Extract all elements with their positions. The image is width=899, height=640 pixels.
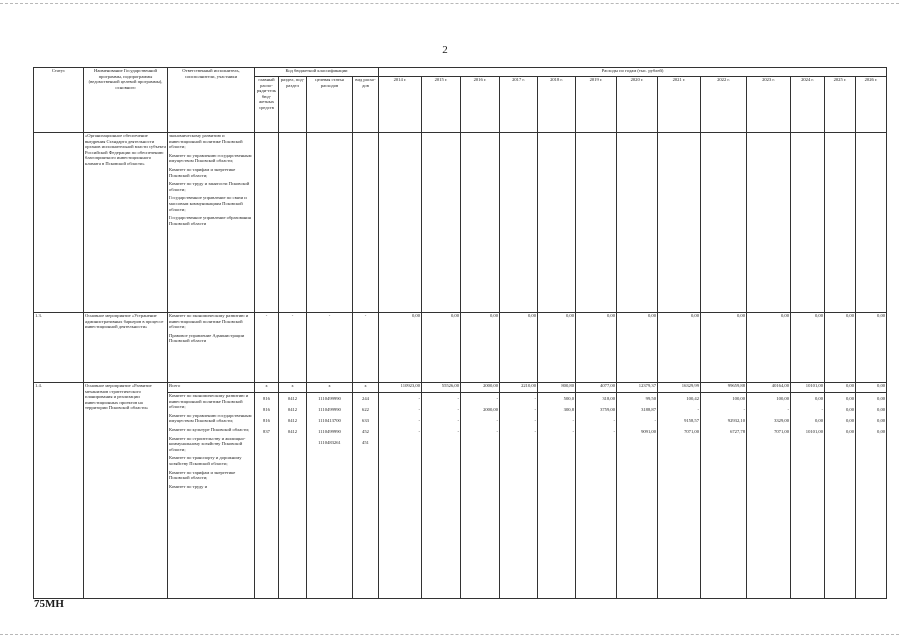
row14-total-value: 110923,00 xyxy=(379,383,422,393)
executor-item: Комитет по труду и занятости Псковской области; xyxy=(169,181,250,192)
executor-item: Государственное управление по связи и массовым коммуникациям Псковской области; xyxy=(169,195,247,212)
target-value: 1110499990 xyxy=(318,407,341,412)
year-value: 0,00 xyxy=(877,418,886,423)
header-year: 2017 г. xyxy=(500,77,538,133)
header-year: 2026 г. xyxy=(856,77,887,133)
year-value: - xyxy=(496,429,498,434)
row14-total-code: x xyxy=(307,383,353,393)
year-value: 0,00 xyxy=(877,396,886,401)
header-year: 2018 г. xyxy=(538,77,576,133)
razdel-value: 0412 xyxy=(287,429,298,434)
year-value: - xyxy=(743,407,745,412)
year-value: 2000,00 xyxy=(483,407,498,412)
header-year: 2021 г. xyxy=(658,77,701,133)
year-value: - xyxy=(457,418,459,423)
continued-status xyxy=(34,133,84,313)
year-value: 0,00 xyxy=(845,418,854,423)
row14-year-2014 xyxy=(379,393,422,599)
row14-year-2017 xyxy=(500,393,538,599)
row13-value: 0,00 xyxy=(422,313,461,383)
row14-year-2019 xyxy=(576,393,617,599)
header-year: 2023 г. xyxy=(747,77,791,133)
header-year: 2025 г. xyxy=(825,77,856,133)
executor-item: Комитет по управлению государственным имуществом Псковской области; xyxy=(169,152,252,164)
year-value: - xyxy=(534,429,536,434)
year-value: - xyxy=(821,407,823,412)
scan-edge-bottom xyxy=(0,634,899,635)
header-year: 2024 г. xyxy=(791,77,825,133)
year-value: 3759,00 xyxy=(600,407,615,412)
executor-item: Комитет по культуре Псковской области; xyxy=(169,426,250,432)
year-value: 7071,00 xyxy=(774,429,789,434)
year-value: 3329,00 xyxy=(774,418,789,423)
header-year: 2015 г. xyxy=(422,77,461,133)
row14-total-value: 0,00 xyxy=(856,383,887,393)
executor-item: Комитет по строительству и жилищно-коммунальному хозяйству Псковской области; xyxy=(169,435,246,452)
year-value: - xyxy=(457,407,459,412)
target-value: 1110499990 xyxy=(318,429,341,434)
row14-total-code: x xyxy=(255,383,279,393)
row13-code: - xyxy=(307,313,353,383)
row-1-4-total xyxy=(34,383,887,393)
row14-year-2015 xyxy=(422,393,461,599)
row14-year-2023 xyxy=(747,393,791,599)
row14-year-2021 xyxy=(658,393,701,599)
year-value: 9158,57 xyxy=(684,418,699,423)
year-value: 10101,00 xyxy=(805,429,823,434)
grbs-value: 837 xyxy=(263,429,270,434)
executor-item: Комитет по тарифам и энергетике Псковской области; xyxy=(169,166,236,178)
row13-value: 0,00 xyxy=(791,313,825,383)
row14-year-2024 xyxy=(791,393,825,599)
grbs-value: 816 xyxy=(263,418,270,423)
year-value: 0,00 xyxy=(877,407,886,412)
header-year: 2019 г. xyxy=(576,77,617,133)
row14-year-2020 xyxy=(617,393,658,599)
continued-executors xyxy=(168,133,255,313)
scan-edge-top xyxy=(0,3,899,4)
header-expenses: Расходы по годам (тыс. рублей) xyxy=(379,68,887,77)
header-year: 2022 г. xyxy=(701,77,747,133)
row13-name: Основное мероприятие «Устранение административных барьеров в процессе инвестиционной деятельности» xyxy=(84,313,168,383)
header-budget-code: Код бюджетной классификации xyxy=(255,68,379,77)
row14-total-value: 55526,00 xyxy=(422,383,461,393)
year-value: 3188,87 xyxy=(641,407,656,412)
row14-year-2022 xyxy=(701,393,747,599)
target-value: 1110499990 xyxy=(318,396,341,401)
row14-target xyxy=(307,393,353,599)
row13-value: 0,00 xyxy=(538,313,576,383)
year-value: - xyxy=(697,407,699,412)
grbs-value: 816 xyxy=(263,407,270,412)
year-value: 100,00 xyxy=(776,396,789,401)
row14-razdel xyxy=(279,393,307,599)
row13-code: - xyxy=(255,313,279,383)
row13-code: - xyxy=(279,313,307,383)
year-value: 92932,10 xyxy=(727,418,745,423)
row14-year-2026 xyxy=(856,393,887,599)
razdel-value: 0412 xyxy=(287,407,298,412)
year-value: - xyxy=(457,396,459,401)
row13-status: 1.3. xyxy=(34,313,84,383)
grbs-value: 816 xyxy=(263,396,270,401)
year-value: 6727,78 xyxy=(730,429,745,434)
year-value: 300,8 xyxy=(563,407,574,412)
header-grbs: главный распо-ряди-тель бюд-жетных средств xyxy=(255,77,279,133)
row14-total-value: 16329,99 xyxy=(658,383,701,393)
row14-total-value: 40164,00 xyxy=(747,383,791,393)
row14-total-label: Всего xyxy=(168,383,255,393)
row14-total-value: 2000,00 xyxy=(461,383,500,393)
executor-item: Комитет по управлению государственным имуществом Псковской области; xyxy=(169,412,252,424)
header-executor: Ответственный исполнитель, соисполнители, участники xyxy=(168,68,255,133)
row13-value: 0,00 xyxy=(617,313,658,383)
row13-value: 0,00 xyxy=(747,313,791,383)
row14-year-2016 xyxy=(461,393,500,599)
row13-value: 0,00 xyxy=(856,313,887,383)
page-footer-code: 75МН xyxy=(34,598,64,610)
year-value: - xyxy=(572,418,574,423)
year-value: 0,00 xyxy=(814,418,823,423)
row14-total-value: 10101,00 xyxy=(791,383,825,393)
row13-value: 0,00 xyxy=(461,313,500,383)
row14-executors xyxy=(168,393,255,599)
year-value: - xyxy=(613,429,615,434)
year-value: - xyxy=(787,407,789,412)
header-program-name: Наименование Государственной программы, подпрограммы (ведомственной целевой программы), основного xyxy=(84,68,168,133)
row13-value: 0,00 xyxy=(379,313,422,383)
page-number: 2 xyxy=(442,44,448,56)
year-value: 100,00 xyxy=(732,396,745,401)
row14-total-code: x xyxy=(279,383,307,393)
row13-value: 0,00 xyxy=(658,313,701,383)
row14-total-value: 0,00 xyxy=(825,383,856,393)
year-value: 100,42 xyxy=(686,396,699,401)
year-value: - xyxy=(534,396,536,401)
year-value: 9091,00 xyxy=(641,429,656,434)
year-value: 0,00 xyxy=(814,396,823,401)
continued-row xyxy=(34,133,887,313)
year-value: 500,0 xyxy=(563,396,574,401)
executor-item: Комитет по тарифам и энергетике Псковской области; xyxy=(169,469,236,481)
executor-item: Комитет по экономическому развитию и инвестиционной политике Псковской области; xyxy=(169,313,249,330)
row13-value: 0,00 xyxy=(500,313,538,383)
vid-value: 244 xyxy=(362,396,369,401)
row14-year-2025 xyxy=(825,393,856,599)
vid-value: 633 xyxy=(362,418,369,423)
header-razdel: раздел, под-раздел xyxy=(279,77,307,133)
executor-item: Комитет по транспорту и дорожному хозяйству Псковской области; xyxy=(169,455,242,466)
header-vid: вид расхо-дов xyxy=(353,77,379,133)
row13-value: 0,00 xyxy=(576,313,617,383)
budget-table xyxy=(33,67,887,599)
year-value: 0,00 xyxy=(845,396,854,401)
header-status: Статус xyxy=(34,68,84,133)
executor-item: Комитет по экономическому развитию и инвестиционной политике Псковской области; xyxy=(169,393,249,410)
header-row-1 xyxy=(34,68,887,77)
header-target: целевая статья расходов xyxy=(307,77,353,133)
row14-total-code: x xyxy=(353,383,379,393)
header-year: 2014 г. xyxy=(379,77,422,133)
row14-vid xyxy=(353,393,379,599)
executor-item: Комитет по труду и xyxy=(169,483,208,489)
year-value: 0,00 xyxy=(845,407,854,412)
year-value: - xyxy=(496,418,498,423)
year-value: 0,00 xyxy=(845,429,854,434)
razdel-value: 0412 xyxy=(287,418,298,423)
year-value: - xyxy=(418,396,420,401)
row14-grbs xyxy=(255,393,279,599)
year-value: 318,00 xyxy=(602,396,615,401)
header-year: 2016 г. xyxy=(461,77,500,133)
vid-value: 452 xyxy=(362,429,369,434)
year-value: - xyxy=(613,418,615,423)
continued-name: «Организационное обеспечение внедрения Стандарта деятельности органов исполнительной власти субъекта Российской Федерации по обеспечению благоприятного инвестиционного климата в Псковской области» xyxy=(84,133,168,313)
year-value: - xyxy=(534,418,536,423)
year-value: - xyxy=(654,418,656,423)
executor-item: Государственное управление образования Псковской области xyxy=(169,215,251,226)
row14-total-value: 12379,37 xyxy=(617,383,658,393)
executor-item: экономическому развитию и инвестиционной политике Псковской области; xyxy=(169,133,243,150)
year-value: - xyxy=(572,429,574,434)
razdel-value: 0412 xyxy=(287,396,298,401)
executor-item: Правовое управление Администрации Псковской области xyxy=(169,332,245,344)
row13-value: 0,00 xyxy=(701,313,747,383)
row13-code: - xyxy=(353,313,379,383)
row14-total-value: 800,80 xyxy=(538,383,576,393)
row14-year-2018 xyxy=(538,393,576,599)
target-value: 1110413700 xyxy=(318,418,341,423)
row14-total-value: 2210,00 xyxy=(500,383,538,393)
year-value: - xyxy=(534,407,536,412)
year-value: - xyxy=(418,418,420,423)
year-value: - xyxy=(418,407,420,412)
row14-total-value: 99659,88 xyxy=(701,383,747,393)
row-1-3 xyxy=(34,313,887,383)
header-year: 2020 г. xyxy=(617,77,658,133)
year-value: 99,50 xyxy=(645,396,656,401)
row14-status: 1.4. xyxy=(34,383,84,599)
year-value: 0,00 xyxy=(877,429,886,434)
vid-value: 622 xyxy=(362,407,369,412)
year-value: - xyxy=(496,396,498,401)
row14-total-value: 4077,00 xyxy=(576,383,617,393)
target-value: 1110483261 xyxy=(318,440,341,445)
year-value: 7071,00 xyxy=(684,429,699,434)
year-value: - xyxy=(457,429,459,434)
year-value: - xyxy=(418,429,420,434)
row13-executors xyxy=(168,313,255,383)
vid-value: 451 xyxy=(362,440,369,445)
row13-value: 0,00 xyxy=(825,313,856,383)
row14-name: Основное мероприятие «Развитие механизмов стратегического планирования и реализации инвестиционных проектов на территории Псковской области» xyxy=(84,383,168,599)
